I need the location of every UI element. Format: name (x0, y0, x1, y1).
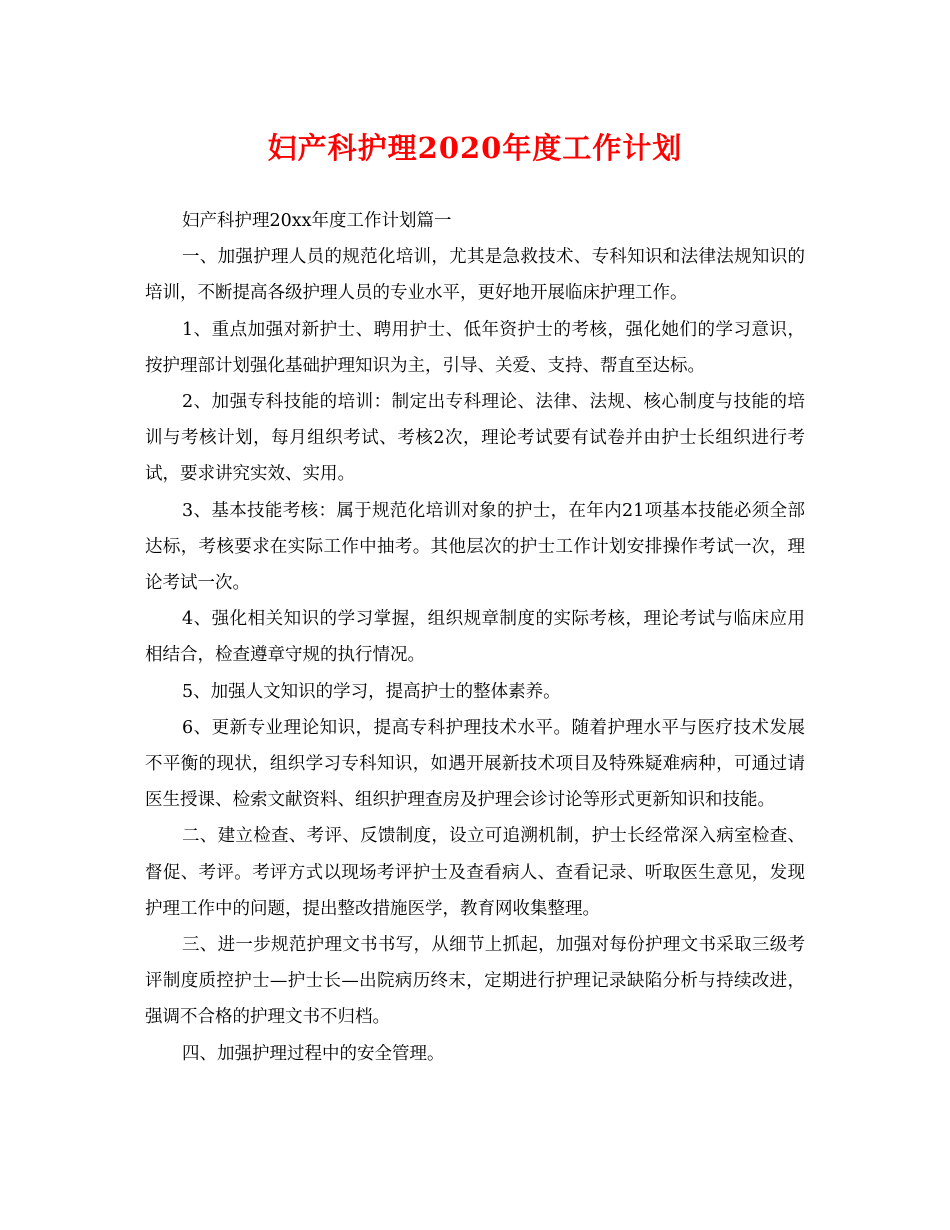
document-title: 妇产科护理2020年度工作计划 (267, 131, 683, 165)
paragraph-item-3: 3、基本技能考核：属于规范化培训对象的护士，在年内21项基本技能必须全部达标，考核要求在实际工作中抽考。其他层次的护士工作计划安排操作考试一次，理论考试一次。 (145, 500, 805, 594)
paragraph-item-6: 6、更新专业理论知识，提高专科护理技术水平。随着护理水平与医疗技术发展不平衡的现状，组织学习专科知识，如遇开展新技术项目及特殊疑难病种，可通过请医生授课、检索文献资料、组织护理查房及护理会诊讨论等形式更新知识和技能。 (145, 717, 805, 811)
paragraph-item-2: 2、加强专科技能的培训：制定出专科理论、法律、法规、核心制度与技能的培训与考核计划，每月组织考试、考核2次，理论考试要有试卷并由护士长组织进行考试，要求讲究实效、实用。 (145, 392, 805, 485)
paragraph-section-4: 四、加强护理过程中的安全管理。 (182, 1043, 445, 1064)
paragraph-section-2: 二、建立检查、考评、反馈制度，设立可追溯机制，护士长经常深入病室检查、督促、考评。考评方式以现场考评护士及查看病人、查看记录、听取医生意见，发现护理工作中的问题，提出整改措施医学，教育网收集整理。 (145, 826, 805, 919)
paragraph-item-5: 5、加强人文知识的学习，提高护士的整体素养。 (182, 681, 561, 702)
paragraph-subtitle: 妇产科护理20xx年度工作计划篇一 (182, 211, 452, 231)
paragraph-section-3: 三、进一步规范护理文书书写，从细节上抓起，加强对每份护理文书采取三级考评制度质控护士—护士长—出院病历终末，定期进行护理记录缺陷分析与持续改进，强调不合格的护理文书不归档。 (145, 935, 805, 1028)
document-body (145, 203, 805, 1072)
paragraph-section-1: 一、加强护理人员的规范化培训，尤其是急救技术、专科知识和法律法规知识的培训，不断提高各级护理人员的专业水平，更好地开展临床护理工作。 (145, 247, 805, 304)
paragraph-item-1: 1、重点加强对新护士、聘用护士、低年资护士的考核，强化她们的学习意识，按护理部计划强化基础护理知识为主，引导、关爱、支持、帮直至达标。 (145, 319, 805, 376)
paragraph-item-4: 4、强化相关知识的学习掌握，组织规章制度的实际考核，理论考试与临床应用相结合，检查遵章守规的执行情况。 (145, 609, 805, 666)
